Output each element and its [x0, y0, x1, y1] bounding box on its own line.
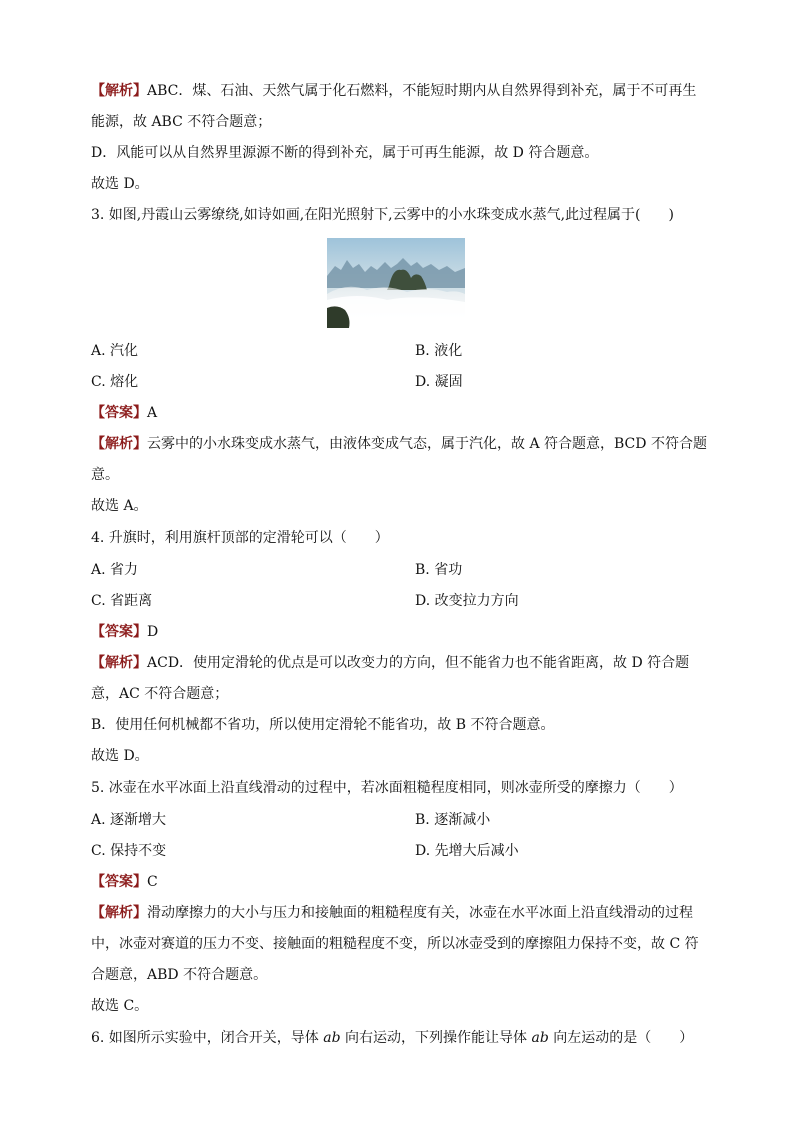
q5-option-d: D. 先增大后减小 [415, 843, 519, 859]
q3-analysis-line-2: 意。 [91, 467, 119, 483]
analysis-label: 【解析】 [91, 436, 147, 452]
q3-answer: 【答案】A [91, 405, 158, 421]
q4-analysis-line-3: B．使用任何机械都不省功，所以使用定滑轮不能省功，故 B 不符合题意。 [91, 717, 555, 733]
q5-stem: 5. 冰壶在水平冰面上沿直线滑动的过程中，若冰面粗糙程度相同，则冰壶所受的摩擦力（ ） [91, 780, 683, 796]
answer-label: 【答案】 [91, 874, 147, 890]
analysis-label: 【解析】 [91, 905, 147, 921]
q4-conclusion: 故选 D。 [91, 748, 149, 764]
q4-analysis-line-2: 意，AC 不符合题意； [91, 686, 229, 702]
q6-stem: 6. 如图所示实验中，闭合开关，导体 ab 向右运动，下列操作能让导体 ab 向左运动的是（ ） [91, 1030, 694, 1046]
q5-conclusion: 故选 C。 [91, 998, 149, 1014]
q4-stem: 4. 升旗时，利用旗杆顶部的定滑轮可以（ ） [91, 530, 389, 546]
q3-option-d: D. 凝固 [415, 374, 463, 390]
q3-figure-danxia-mountain-clouds [327, 238, 465, 328]
q5-answer: 【答案】C [91, 874, 158, 890]
answer-label: 【答案】 [91, 624, 147, 640]
q5-option-b: B. 逐渐减小 [415, 812, 491, 828]
q2-analysis-line-2: 能源，故 ABC 不符合题意； [91, 114, 272, 130]
q5-analysis-line-3: 合题意，ABD 不符合题意。 [91, 967, 268, 983]
q3-stem: 3. 如图,丹霞山云雾缭绕,如诗如画,在阳光照射下,云雾中的小水珠变成水蒸气,此过程属于( ) [91, 207, 674, 223]
q4-answer: 【答案】D [91, 624, 159, 640]
q3-option-b: B. 液化 [415, 343, 463, 359]
q5-analysis-line-2: 中，冰壶对赛道的压力不变、接触面的粗糙程度不变，所以冰壶受到的摩擦阻力保持不变，故 C 符 [91, 936, 699, 952]
q3-analysis-line-1: 【解析】云雾中的小水珠变成水蒸气，由液体变成气态，属于汽化，故 A 符合题意，BCD 不符合题 [91, 436, 707, 452]
q5-option-c: C. 保持不变 [91, 843, 167, 859]
q4-analysis-line-1: 【解析】ACD．使用定滑轮的优点是可以改变力的方向，但不能省力也不能省距离，故 D 符合题 [91, 655, 690, 671]
q3-option-c: C. 熔化 [91, 374, 139, 390]
q3-conclusion: 故选 A。 [91, 498, 148, 514]
q2-analysis-line-3: D．风能可以从自然界里源源不断的得到补充，属于可再生能源，故 D 符合题意。 [91, 145, 599, 161]
q2-conclusion: 故选 D。 [91, 176, 149, 192]
q5-option-a: A. 逐渐增大 [91, 812, 167, 828]
q3-option-a: A. 汽化 [91, 343, 139, 359]
q4-option-c: C. 省距离 [91, 593, 153, 609]
q4-option-d: D. 改变拉力方向 [415, 593, 519, 609]
q4-option-b: B. 省功 [415, 562, 463, 578]
q4-option-a: A. 省力 [91, 562, 139, 578]
answer-label: 【答案】 [91, 405, 147, 421]
q2-analysis-line-1: 【解析】ABC．煤、石油、天然气属于化石燃料，不能短时期内从自然界得到补充，属于不可再生 [91, 83, 697, 99]
analysis-label: 【解析】 [91, 83, 147, 99]
analysis-label: 【解析】 [91, 655, 147, 671]
q5-analysis-line-1: 【解析】滑动摩擦力的大小与压力和接触面的粗糙程度有关，冰壶在水平冰面上沿直线滑动的过程 [91, 905, 693, 921]
